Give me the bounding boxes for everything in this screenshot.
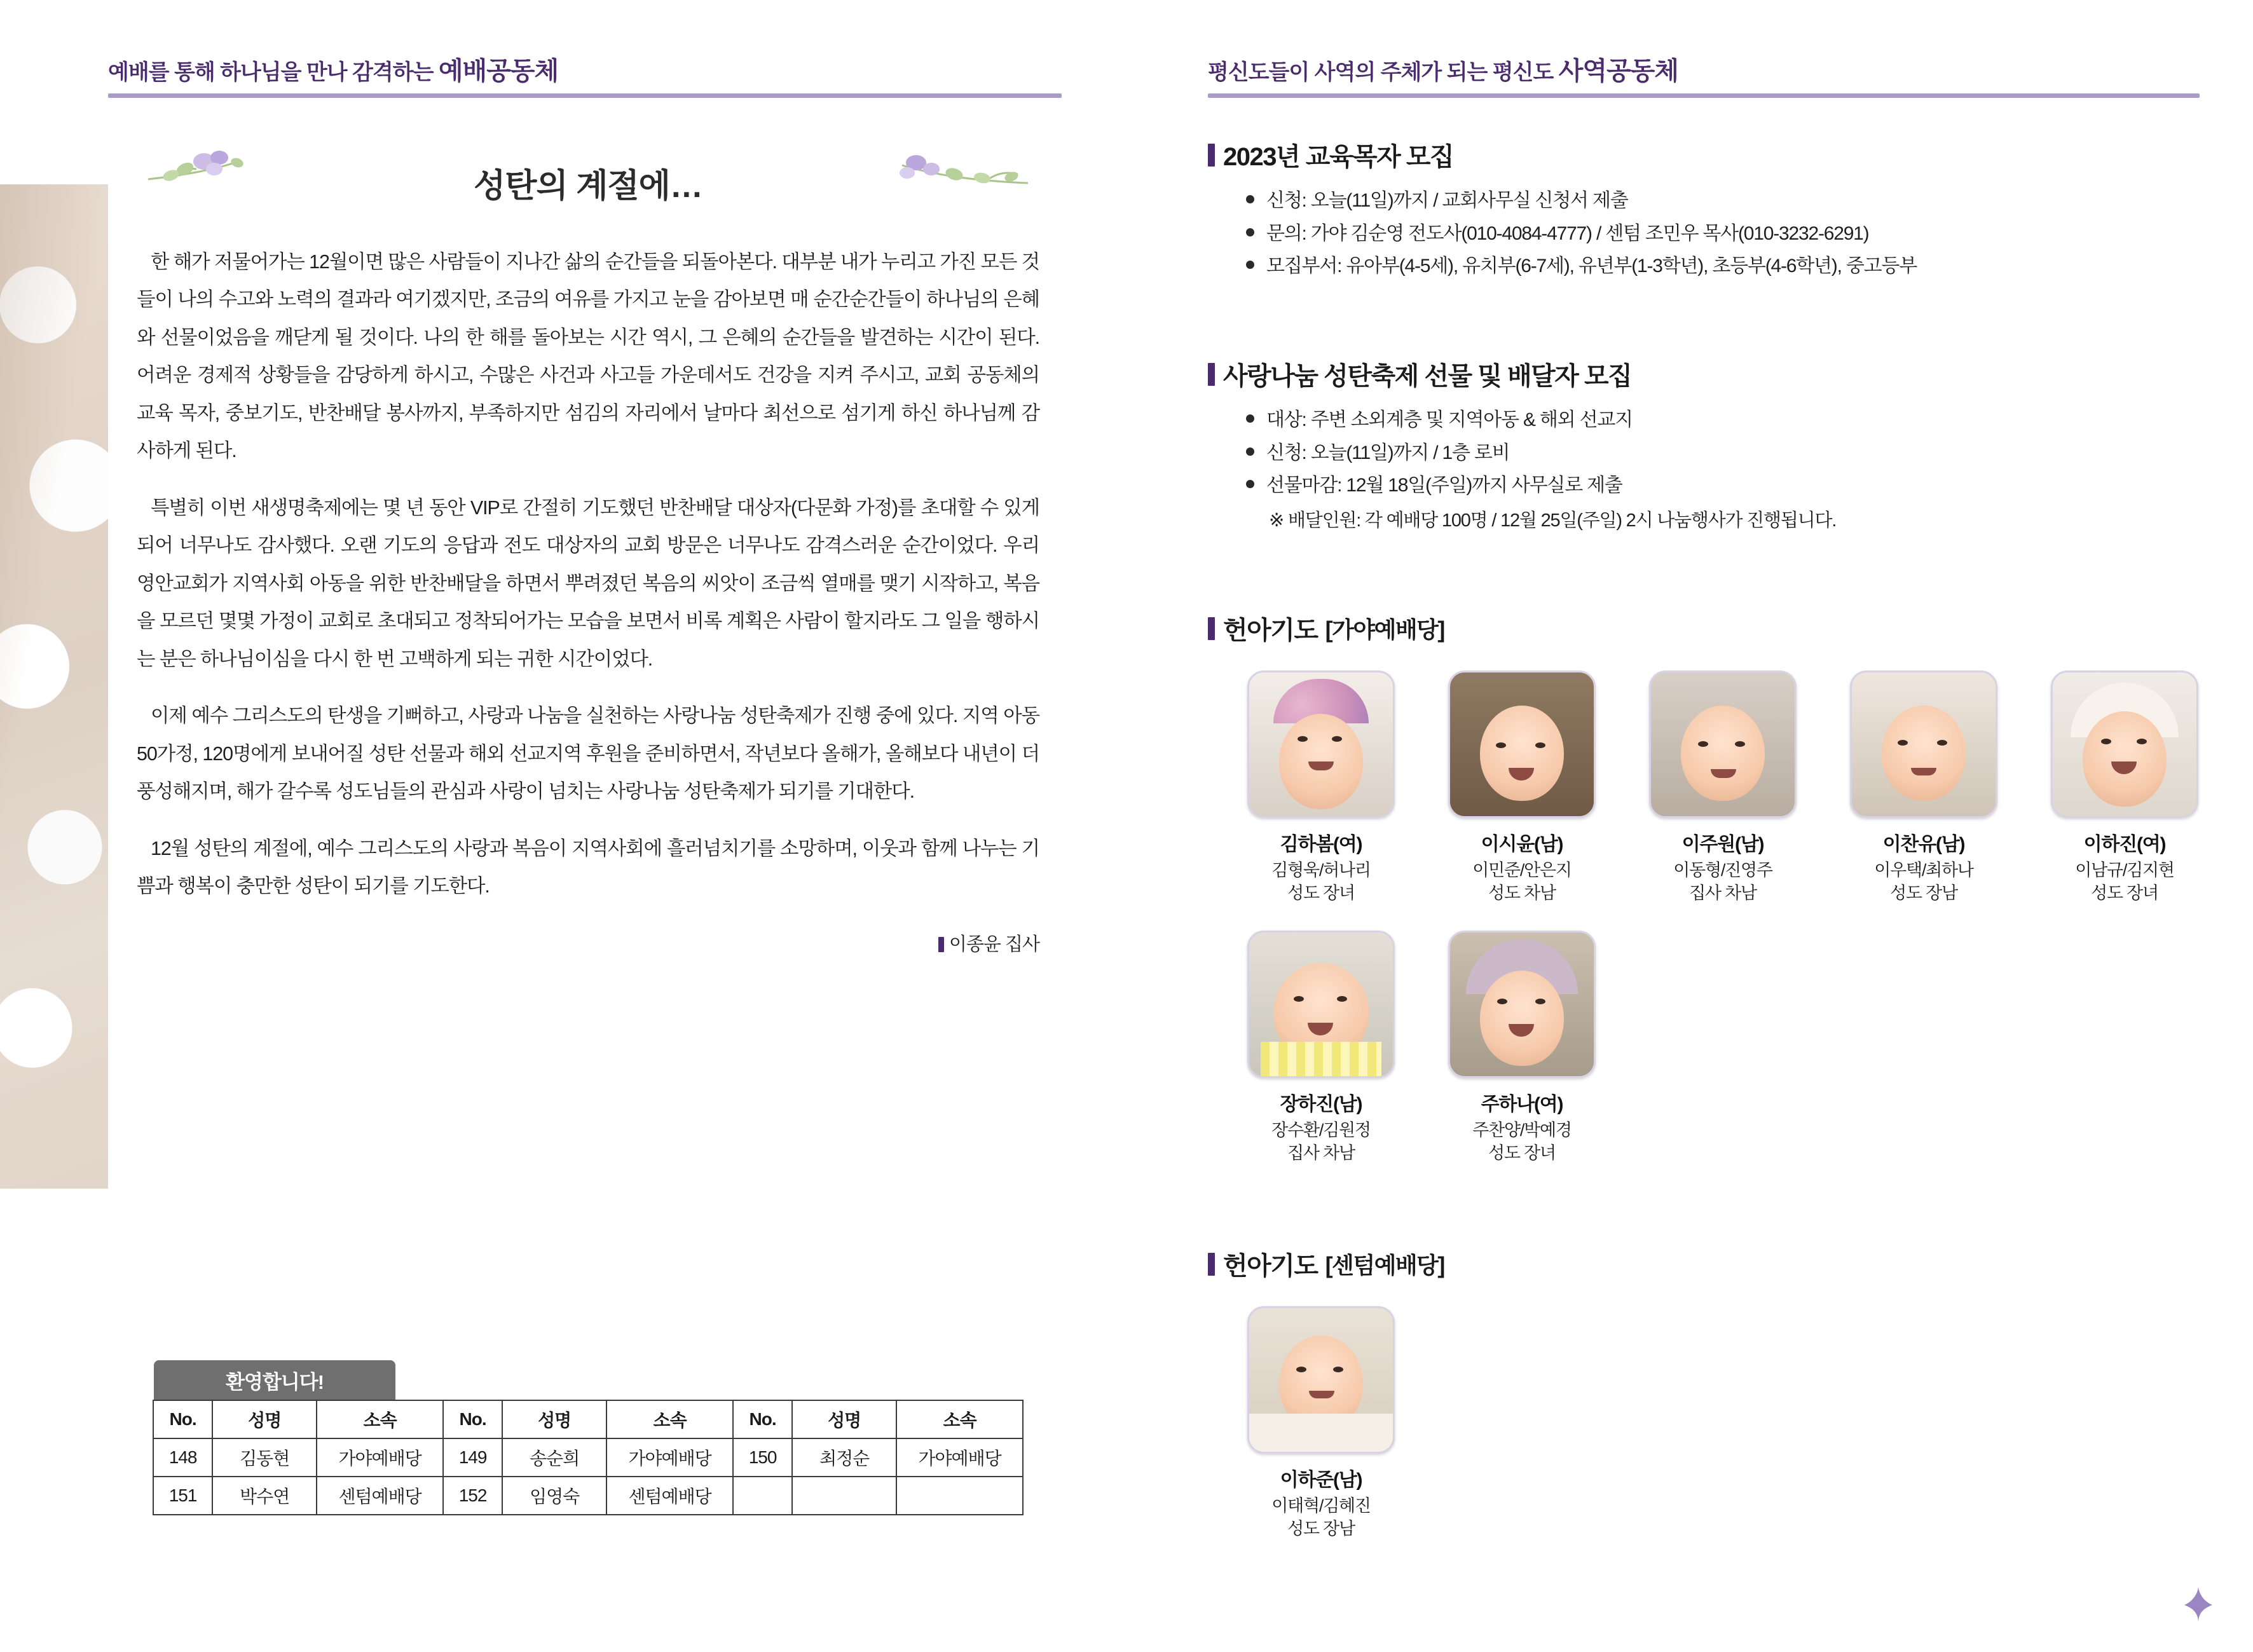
- notice-list: [1245, 184, 2225, 283]
- baby-photo: [1247, 1306, 1395, 1454]
- baby-parents: 이우택/최하나: [1874, 861, 1973, 880]
- dedication-centum-title-text: 헌아기도: [1223, 1252, 1318, 1280]
- baby-parents: 김형욱/허나리: [1271, 861, 1371, 880]
- baby-relation: 집사 차남: [1689, 884, 1757, 903]
- baby-grid-centum: [1221, 1306, 2225, 1566]
- baby-relation: 성도 장녀: [2091, 884, 2158, 903]
- col-no-1: No.: [153, 1400, 212, 1438]
- left-header-rule: [108, 93, 1062, 98]
- leaf-icon: [2179, 1586, 2217, 1624]
- baby-relation: 성도 장남: [1890, 884, 1957, 903]
- article-paragraph-2: 특별히 이번 새생명축제에는 몇 년 동안 VIP로 간절히 기도했던 반찬배달 대상자(다문화 가정)를 초대할 수 있게 되어 너무나도 감사했다. 오랜 기도의 응답과 전도 대상자의 교회 방문은 너무나도 감격스러운 순간이었다. 우리 영안교회가 지역사회 아동을 위한 반찬배달을 하면서 뿌려졌던 복음의 씨앗이 조금씩 열매를 맺기 시작하고, 복음을 모르던 몇몇 가정이 교회로 초대되고 정착되어가는 모습을 보면서 비록 계획은 사람이 할지라도 그 일을 행하시는 분은 하나님이심을 다시 한 번 고백하게 되는 귀한 시간이었다.: [137, 496, 1039, 670]
- table-row: [153, 1477, 1023, 1515]
- baby-name: 주하나(여): [1481, 1093, 1563, 1115]
- cell: 임영숙: [502, 1477, 606, 1515]
- baby-card: [1828, 671, 2019, 905]
- cell: 김동현: [212, 1438, 317, 1477]
- notice-christmas-gift: [1208, 356, 2225, 535]
- list-item: 신청: 오늘(11일)까지 / 1층 로비: [1245, 437, 2225, 470]
- cell: [733, 1477, 792, 1515]
- article: [137, 159, 1039, 956]
- col-no-3: No.: [733, 1400, 792, 1438]
- cell: [792, 1477, 896, 1515]
- baby-photo: [2051, 671, 2198, 818]
- right-header-prefix: 평신도들이 사역의 주체가 되는 평신도: [1208, 60, 1559, 85]
- dedication-gaya-title-text: 헌아기도: [1223, 617, 1318, 645]
- cell: 가야예배당: [317, 1438, 443, 1477]
- welcome-section: [153, 1360, 1024, 1515]
- left-section-header-text: [108, 51, 1062, 87]
- baby-photo: [1850, 671, 1997, 818]
- cell: 152: [443, 1477, 502, 1515]
- right-section-header: [1208, 51, 2200, 98]
- col-org-2: 소속: [606, 1400, 733, 1438]
- baby-card: [1427, 931, 1617, 1165]
- floral-decoration-right: [893, 150, 1039, 191]
- notice-title: [1208, 137, 2225, 173]
- baby-relation: 성도 장남: [1287, 1519, 1355, 1539]
- baby-name: 이주원(남): [1681, 834, 1764, 855]
- baby-card: [1627, 671, 1818, 905]
- right-section-header-text: [1208, 51, 2200, 87]
- baby-relation: 성도 장녀: [1287, 884, 1355, 903]
- baby-name: 이하준(남): [1280, 1470, 1362, 1491]
- baby-photo: [1247, 671, 1395, 818]
- right-header-rule: [1208, 93, 2200, 98]
- baby-photo: [1247, 931, 1395, 1078]
- col-name-3: 성명: [792, 1400, 896, 1438]
- welcome-tag: 환영합니다!: [154, 1360, 395, 1400]
- cell: 송순희: [502, 1438, 606, 1477]
- baby-parents: 장수환/김원정: [1271, 1120, 1371, 1140]
- list-item: 대상: 주변 소외계층 및 지역아동 & 해외 선교지: [1245, 404, 2225, 437]
- baby-photo: [1649, 671, 1797, 818]
- welcome-table: [153, 1400, 1024, 1515]
- baby-name: 김하봄(여): [1280, 834, 1362, 855]
- col-no-2: No.: [443, 1400, 502, 1438]
- cell: 150: [733, 1438, 792, 1477]
- left-header-prefix: 예배를 통해 하나님을 만나 감격하는: [108, 60, 439, 85]
- baby-relation: 집사 차남: [1287, 1143, 1355, 1163]
- table-header-row: [153, 1400, 1023, 1438]
- col-org-3: 소속: [896, 1400, 1023, 1438]
- notice-title: [1208, 356, 2225, 392]
- cell: 149: [443, 1438, 502, 1477]
- col-name-1: 성명: [212, 1400, 317, 1438]
- list-item: 선물마감: 12월 18일(주일)까지 사무실로 제출: [1245, 469, 2225, 502]
- title-bar-icon: [1208, 617, 1215, 640]
- dedication-gaya-place: [가야예배당]: [1325, 617, 1444, 643]
- cell: 박수연: [212, 1477, 317, 1515]
- dedication-gaya-title: [1208, 610, 2225, 646]
- baby-card: [1226, 931, 1416, 1165]
- baby-name: 이하진(여): [2083, 834, 2166, 855]
- list-item: 문의: 가야 김순영 전도사(010-4084-4777) / 센텀 조민우 목사(010-3232-6291): [1245, 217, 2225, 250]
- cell: 가야예배당: [606, 1438, 733, 1477]
- notice-teacher-recruit: [1208, 137, 2225, 283]
- baby-card: [1226, 1306, 1416, 1541]
- baby-name: 이찬유(남): [1882, 834, 1965, 855]
- baby-name: 장하진(남): [1280, 1093, 1362, 1115]
- baby-card: [1427, 671, 1617, 905]
- notice-note: ※ 배달인원: 각 예배당 100명 / 12월 25일(주일) 2시 나눔행사가 진행됩니다.: [1269, 510, 1837, 531]
- byline-text: 이종윤 집사: [948, 934, 1039, 955]
- notice-title-text: 2023년 교육목자 모집: [1223, 143, 1454, 171]
- notice-list: [1245, 404, 2225, 502]
- list-item: 신청: 오늘(11일)까지 / 교회사무실 신청서 제출: [1245, 184, 2225, 217]
- baby-parents: 이태혁/김혜진: [1271, 1496, 1371, 1515]
- baby-card: [1226, 671, 1416, 905]
- cell: 가야예배당: [896, 1438, 1023, 1477]
- right-header-emph: 사역공동체: [1558, 57, 1678, 85]
- baby-grid-gaya: [1221, 671, 2225, 1191]
- cell: [896, 1477, 1023, 1515]
- dedication-gaya-section: [1208, 610, 2225, 1191]
- article-paragraph-1: 한 해가 저물어가는 12월이면 많은 사람들이 지나간 삶의 순간들을 되돌아본다. 대부분 내가 누리고 가진 모든 것들이 나의 수고와 노력의 결과라 여기겠지만, 조금의 여유를 가지고 눈을 감아보면 매 순간순간들이 하나님의 은혜와 선물이었음을 깨닫게 될 것이다. 나의 한 해를 돌아보는 시간 역시, 그 은혜의 순간들을 발견하는 시간이 된다. 어려운 경제적 상황들을 감당하게 하시고, 수많은 사건과 사고들 가운데서도 건강을 지켜 주시고, 교회 공동체의 교육 목자, 중보기도, 반찬배달 봉사까지, 부족하지만 섬김의 자리에서 날마다 최선으로 섬기게 하신 하나님께 감사하게 된다.: [137, 251, 1039, 462]
- dedication-centum-place: [센텀예배당]: [1325, 1252, 1444, 1278]
- cell: 센텀예배당: [317, 1477, 443, 1515]
- title-bar-icon: [1208, 1253, 1215, 1276]
- cell: 최정순: [792, 1438, 896, 1477]
- baby-name: 이시윤(남): [1481, 834, 1563, 855]
- title-bar-icon: [1208, 363, 1215, 386]
- cell: 151: [153, 1477, 212, 1515]
- baby-relation: 성도 장녀: [1488, 1143, 1556, 1163]
- article-paragraph-4: 12월 성탄의 계절에, 예수 그리스도의 사랑과 복음이 지역사회에 흘러넘치기를 소망하며, 이웃과 함께 나누는 기쁨과 행복이 충만한 성탄이 되기를 기도한다.: [137, 837, 1039, 898]
- dedication-centum-section: [1208, 1246, 2225, 1566]
- baby-parents: 주찬양/박예경: [1472, 1120, 1572, 1140]
- baby-relation: 성도 차남: [1488, 884, 1556, 903]
- list-item: 모집부서: 유아부(4-5세), 유치부(6-7세), 유년부(1-3학년), 초등부(4-6학년), 중고등부: [1245, 250, 2225, 283]
- left-section-header: [108, 51, 1062, 98]
- cotton-photo: [0, 184, 108, 1189]
- article-byline: [137, 930, 1039, 956]
- article-paragraph-3: 이제 예수 그리스도의 탄생을 기뻐하고, 사랑과 나눔을 실천하는 사랑나눔 성탄축제가 진행 중에 있다. 지역 아동 50가정, 120명에게 보내어질 성탄 선물과 해외 선교지역 후원을 준비하면서, 작년보다 올해가, 올해보다 내년이 더 풍성해지며, 해가 갈수록 성도님들의 관심과 사랑이 넘치는 사랑나눔 성탄축제가 되기를 기대한다.: [137, 705, 1039, 803]
- cell: 148: [153, 1438, 212, 1477]
- col-org-1: 소속: [317, 1400, 443, 1438]
- article-title: 성탄의 계절에…: [474, 168, 702, 205]
- byline-bar-icon: [938, 937, 944, 952]
- dedication-centum-title: [1208, 1246, 2225, 1282]
- col-name-2: 성명: [502, 1400, 606, 1438]
- left-header-emph: 예배공동체: [438, 57, 559, 85]
- floral-decoration-left: [143, 147, 289, 188]
- notice-title-text: 사랑나눔 성탄축제 선물 및 배달자 모집: [1223, 362, 1632, 390]
- title-bar-icon: [1208, 144, 1215, 167]
- table-row: [153, 1438, 1023, 1477]
- right-column: [1189, 0, 2253, 1652]
- baby-photo: [1448, 931, 1596, 1078]
- baby-card: [2029, 671, 2220, 905]
- baby-parents: 이민준/안은지: [1472, 861, 1572, 880]
- cell: 센텀예배당: [606, 1477, 733, 1515]
- baby-photo: [1448, 671, 1596, 818]
- baby-parents: 이동형/진영주: [1673, 861, 1772, 880]
- baby-parents: 이남규/김지현: [2075, 861, 2174, 880]
